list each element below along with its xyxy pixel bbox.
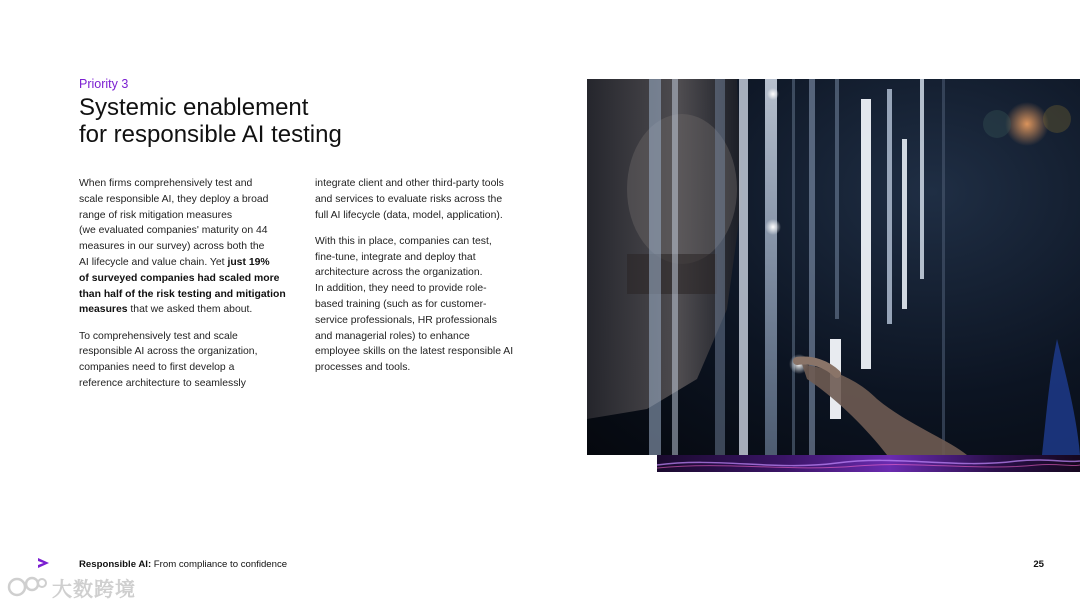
text-line: responsible AI across the organization, xyxy=(79,346,258,358)
footer-title xyxy=(79,559,287,570)
highlight-text: measures xyxy=(79,304,128,316)
paragraph xyxy=(315,176,533,223)
hero-photo-illustration xyxy=(587,79,1080,455)
page-title xyxy=(79,94,499,148)
highlight-text: of surveyed companies had scaled more xyxy=(79,272,280,284)
highlight-text: than half of the risk testing and mitigation xyxy=(79,288,286,300)
text-line: companies need to first develop a xyxy=(79,362,235,374)
watermark xyxy=(6,572,136,602)
text-line: processes and tools. xyxy=(315,362,411,374)
text-line: reference architecture to seamlessly xyxy=(79,378,246,390)
text-line: architecture across the organization. xyxy=(315,267,483,279)
title-line-2: for responsible AI testing xyxy=(79,121,342,148)
watermark-text: 大数跨境 xyxy=(52,576,136,601)
text-line: (we evaluated companies' maturity on 44 xyxy=(79,225,268,237)
paragraph xyxy=(79,329,294,392)
text-line: integrate client and other third-party tools xyxy=(315,178,504,189)
text-line: and managerial roles) to enhance xyxy=(315,330,470,342)
page-number: 25 xyxy=(1033,559,1044,570)
paragraph xyxy=(79,176,294,318)
text-line: service professionals, HR professionals xyxy=(315,314,497,326)
hero-photo xyxy=(587,79,1080,455)
body-column-left xyxy=(79,176,294,402)
text-line: fine-tune, integrate and deploy that xyxy=(315,251,476,263)
text-line: scale responsible AI, they deploy a broad xyxy=(79,193,269,205)
text-line: that we asked them about. xyxy=(127,304,253,316)
text-line: To comprehensively test and scale xyxy=(79,330,238,342)
text-line: AI lifecycle and value chain. Yet xyxy=(79,256,228,268)
text-line: employee skills on the latest responsible AI xyxy=(315,346,514,358)
particle-wave-decoration xyxy=(657,455,1080,472)
text-line: full AI lifecycle (data, model, application). xyxy=(315,209,503,221)
text-line: range of risk mitigation measures xyxy=(79,209,233,221)
text-line: When firms comprehensively test and xyxy=(79,178,253,189)
eyebrow-label: Priority 3 xyxy=(79,77,129,91)
text-line: and services to evaluate risks across the xyxy=(315,193,503,205)
text-line: In addition, they need to provide role- xyxy=(315,283,487,295)
title-line-1: Systemic enablement xyxy=(79,94,309,121)
footer-brand: Responsible AI: xyxy=(79,559,152,570)
text-line: based training (such as for customer- xyxy=(315,299,487,311)
decorative-purple-strip xyxy=(657,455,1080,472)
highlight-stat: just 19% xyxy=(227,256,270,268)
text-line: With this in place, companies can test, xyxy=(315,235,492,247)
paragraph xyxy=(315,234,533,376)
watermark-logo-icon xyxy=(6,574,48,600)
body-column-right xyxy=(315,176,533,387)
text-line: measures in our survey) across both the xyxy=(79,241,265,253)
footer-subtitle: From compliance to confidence xyxy=(151,559,288,570)
accenture-greater-than-icon xyxy=(36,555,52,571)
